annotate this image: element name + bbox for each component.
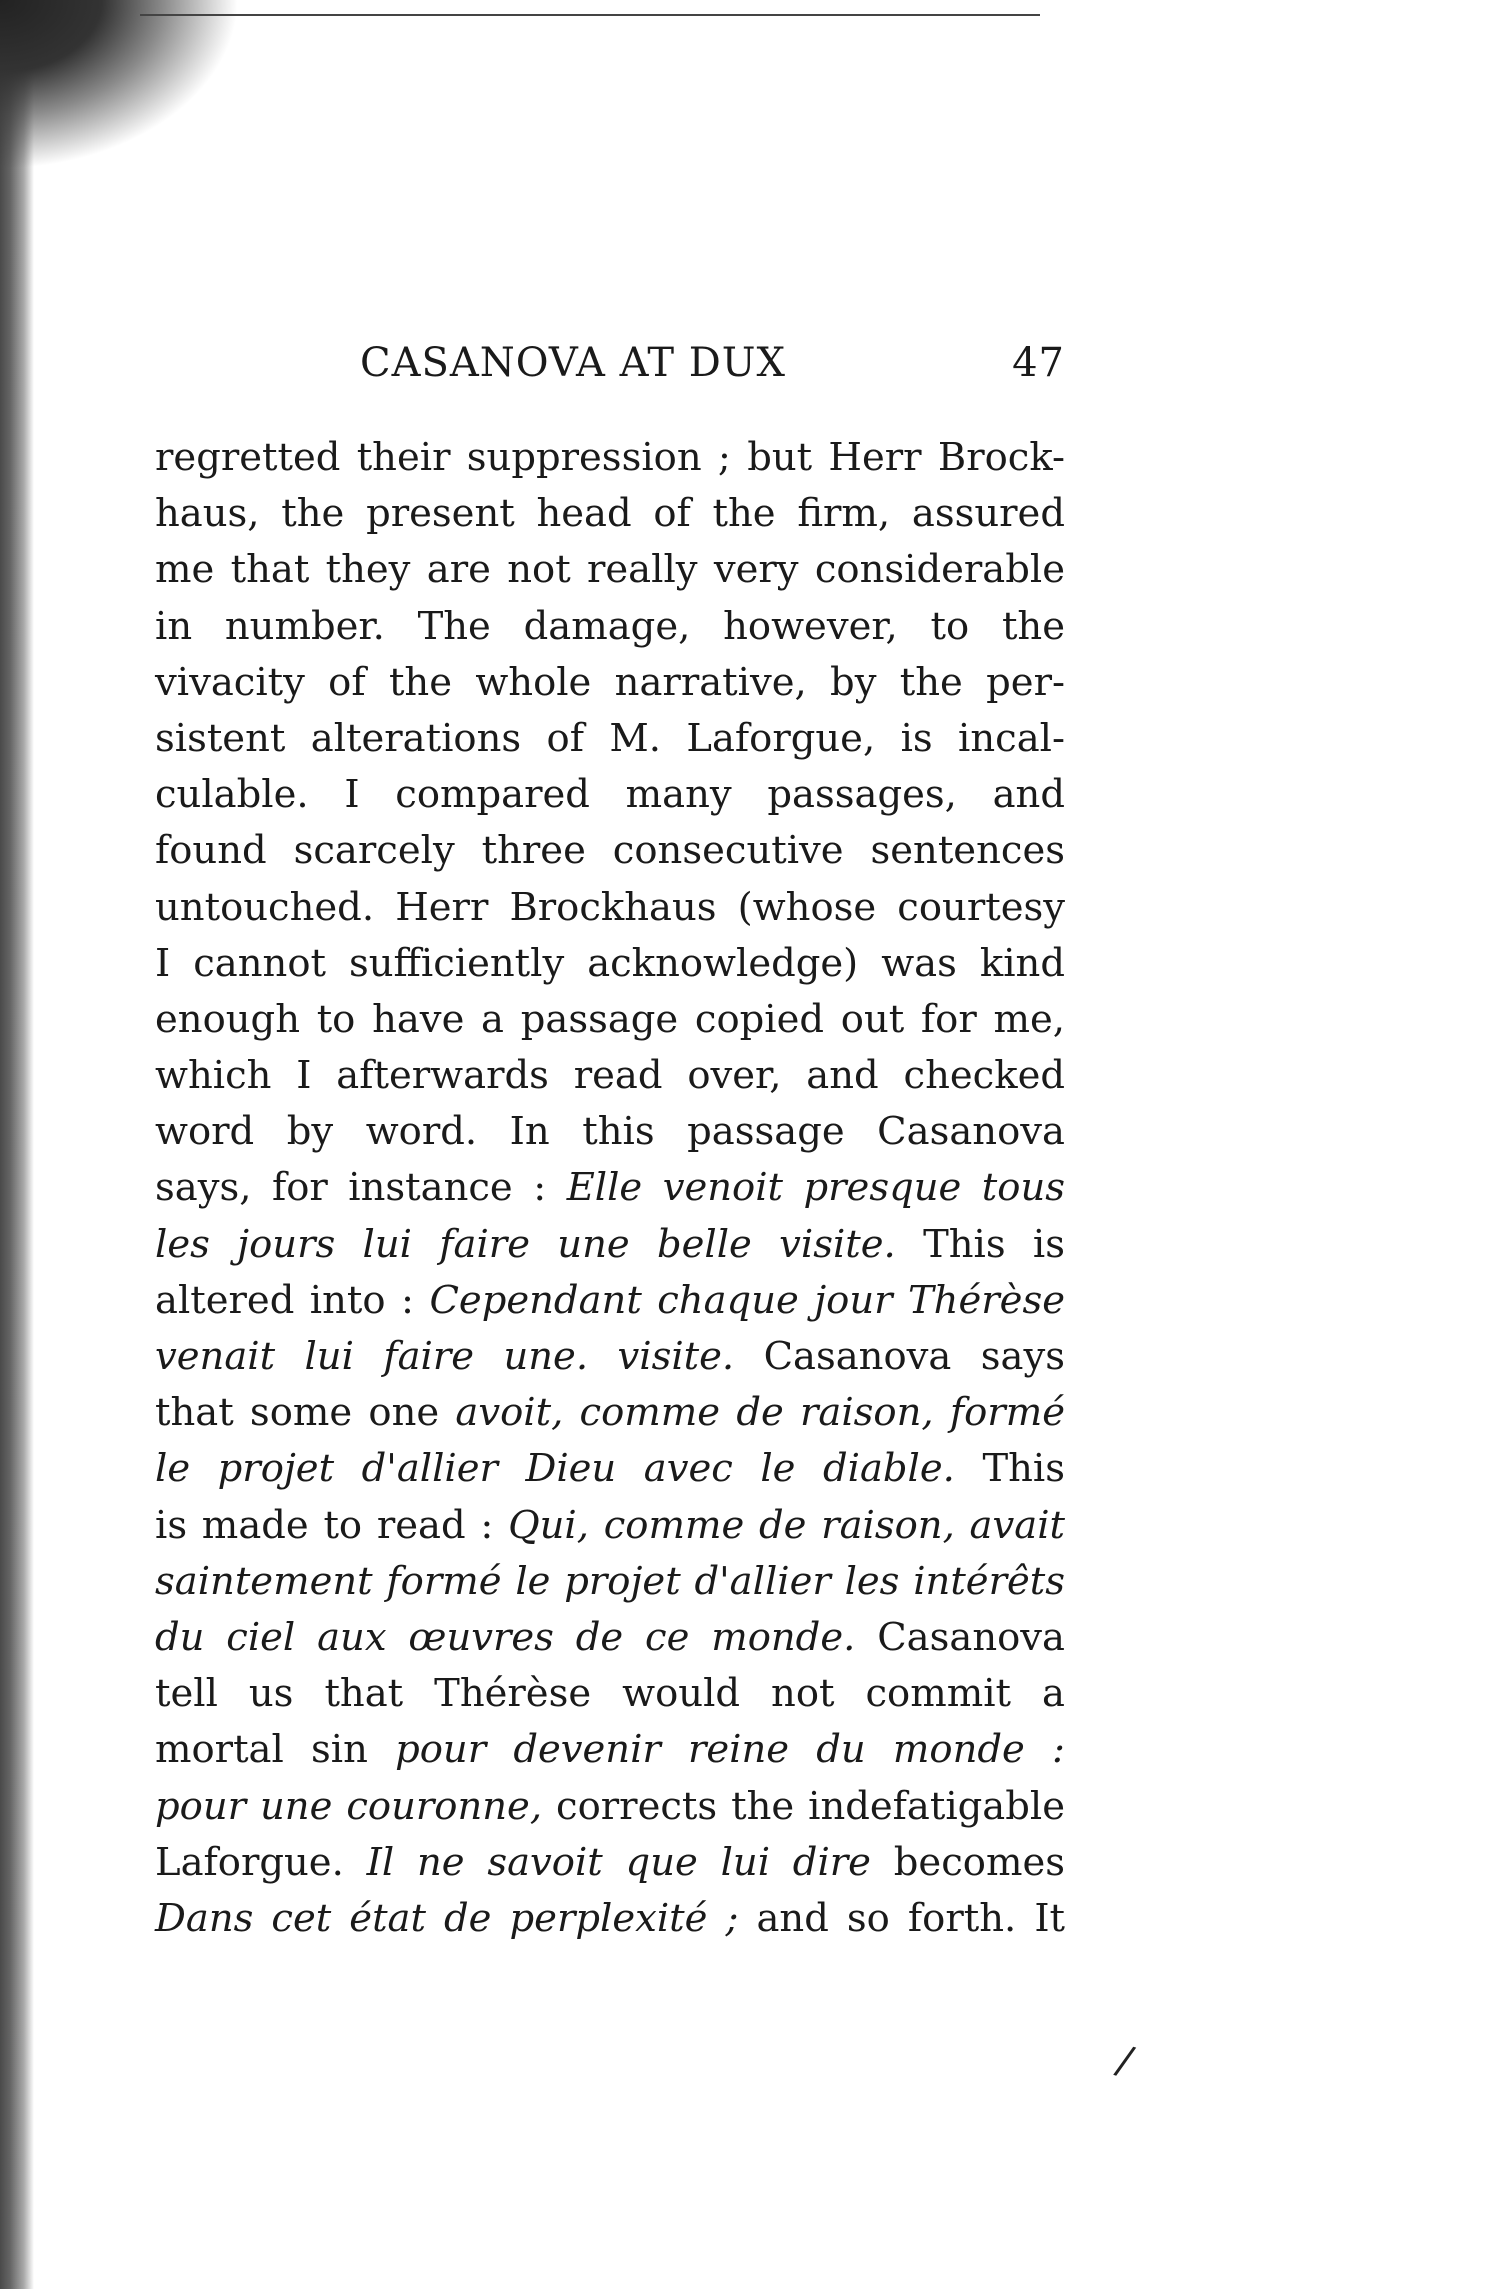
text-segment: which I afterwards read over, and checked [155, 1053, 1065, 1099]
text-segment: word by word. In this passage Casanova [155, 1109, 1065, 1155]
text-segment: Casanova says [734, 1334, 1066, 1379]
italic-text-segment: le projet d'allier Dieu avec le diable. [155, 1446, 955, 1492]
italic-text-segment: pour une couronne, [155, 1783, 543, 1829]
text-segment: tell us that Thérèse would not commit a [155, 1671, 1065, 1717]
text-segment: This is [895, 1221, 1066, 1267]
text-segment: corrects the indefatigable [542, 1783, 1065, 1829]
text-line [155, 992, 1065, 1048]
text-line [155, 1160, 1065, 1216]
text-line [155, 1610, 1065, 1666]
text-segment: in number. The damage, however, to the [155, 603, 1065, 649]
text-segment: me that they are not really very considerable [155, 547, 1065, 593]
text-segment: This [954, 1446, 1065, 1492]
italic-text-segment: Il ne savoit que lui dire [366, 1839, 871, 1885]
text-line [155, 1104, 1065, 1160]
text-line [155, 880, 1065, 936]
text-line [155, 1779, 1065, 1835]
body-text [155, 430, 1065, 1947]
italic-text-segment: Dans cet état de perplexité ; [155, 1895, 739, 1941]
text-segment: that some one [155, 1390, 456, 1436]
binding-edge-shadow [0, 0, 34, 2289]
stray-pen-mark: / [1111, 2037, 1139, 2085]
text-line [155, 1048, 1065, 1104]
text-segment: enough to have a passage copied out for me, [155, 996, 1065, 1042]
italic-text-segment: du ciel aux œuvres de ce monde. [155, 1614, 856, 1660]
italic-text-segment: Qui, comme de raison, avait [508, 1502, 1065, 1548]
text-segment: Laforgue. [155, 1839, 367, 1885]
text-segment: and so forth. It [738, 1895, 1065, 1941]
text-line [155, 1217, 1065, 1273]
italic-text-segment: les jours lui faire une belle visite. [155, 1221, 896, 1267]
text-line [155, 1273, 1065, 1329]
text-line [155, 486, 1065, 542]
corner-smudge [0, 0, 240, 170]
text-segment: says, for instance : [155, 1165, 567, 1211]
text-segment: is made to read : [155, 1502, 509, 1548]
text-line [155, 1835, 1065, 1891]
text-line [155, 1554, 1065, 1610]
text-segment: found scarcely three consecutive sentences [155, 828, 1065, 874]
text-segment: haus, the present head of the firm, assured [155, 491, 1065, 537]
italic-text-segment: saintement formé le projet d'allier les intérêts [155, 1558, 1065, 1604]
text-segment: sistent alterations of M. Laforgue, is incal- [155, 715, 1065, 761]
text-segment: untouched. Herr Brockhaus (whose courtesy [155, 884, 1065, 930]
text-line [155, 430, 1065, 486]
italic-text-segment: avoit, comme de raison, formé [455, 1390, 1065, 1436]
italic-text-segment: venait lui faire une. visite. [155, 1334, 735, 1379]
text-segment: mortal sin [155, 1727, 396, 1773]
text-line [155, 542, 1065, 598]
text-line [155, 655, 1065, 711]
running-title: CASANOVA AT DUX [360, 340, 786, 386]
text-segment: vivacity of the whole narrative, by the per- [155, 659, 1065, 705]
text-line [155, 1666, 1065, 1722]
text-line [155, 1498, 1065, 1554]
text-line [155, 1722, 1065, 1778]
text-segment: I cannot sufficiently acknowledge) was kind [155, 940, 1065, 986]
text-line [155, 767, 1065, 823]
text-segment: altered into : [155, 1277, 430, 1323]
italic-text-segment: Elle venoit presque tous [566, 1165, 1066, 1211]
text-segment: regretted their suppression ; but Herr Brock- [155, 435, 1065, 480]
text-line [155, 1385, 1065, 1441]
text-line [155, 599, 1065, 655]
text-segment: culable. I compared many passages, and [155, 772, 1065, 818]
page-number: 47 [1012, 340, 1065, 386]
italic-text-segment: Cependant chaque jour Thérèse [429, 1277, 1065, 1323]
text-line [155, 711, 1065, 767]
text-segment: becomes [870, 1839, 1065, 1885]
text-line [155, 1891, 1065, 1947]
text-line [155, 1441, 1065, 1497]
text-line [155, 936, 1065, 992]
page-header [360, 340, 1065, 400]
text-segment: Casanova [855, 1614, 1065, 1660]
text-line [155, 823, 1065, 879]
text-line [155, 1329, 1065, 1385]
top-edge-line [140, 14, 1040, 16]
italic-text-segment: pour devenir reine du monde : [395, 1727, 1065, 1773]
